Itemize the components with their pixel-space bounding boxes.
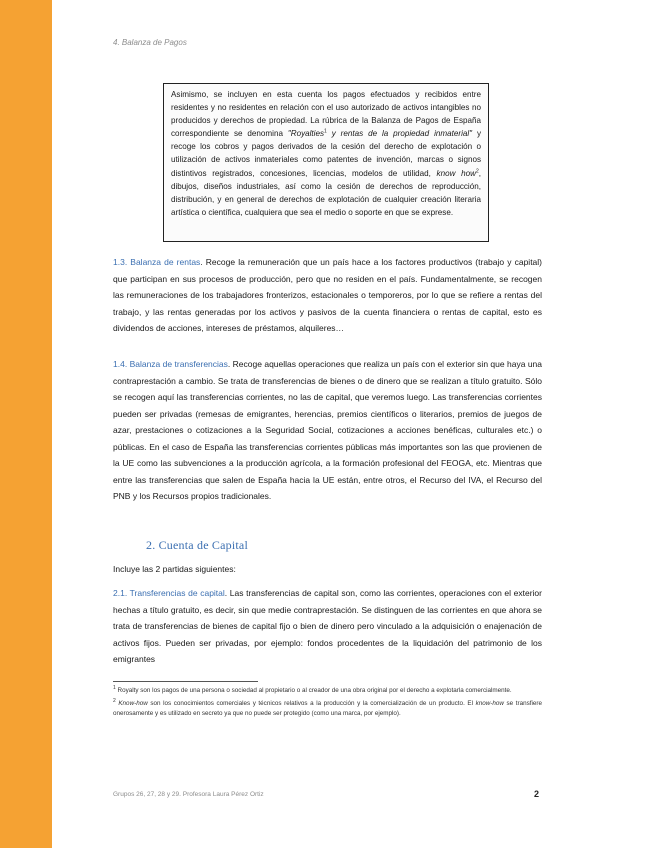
box-text-part: y recoge los cobros y pagos derivados de la cesión del derecho de explotación o utilización de activos inmateriales como patentes de invención, marcas o signos distintivos registrados, concesiones, licencias, modelos de utilidad,	[171, 129, 481, 178]
section-1-3-heading: 1.3. Balanza de rentas	[113, 257, 201, 267]
section-1-3-body: . Recoge la remuneración que un país hace a los factores productivos (trabajo y capital) que participan en sus procesos de producción, pero que no residen en el país. Fundamentalmente, se recogen las remuneraciones de los trabajadores fronterizos, estacionales o temporeros, por lo que se refiere a rentas del trabajo, y las rentas generadas por los activos y pasivos de la cuenta financiera o rentas de capital, esto es dividendos de acciones, intereses de préstamos, alquileres…	[113, 257, 542, 333]
box-italic-rentas: y rentas de la propiedad inmaterial"	[326, 129, 473, 139]
box-text-part: , dibujos, diseños industriales, así como la cesión de derechos de reproducción, distribución, y en general de derechos de explotación de cualquier creación literaria artística o científica, cualquiera que sea el medio o soporte en que se exprese.	[171, 168, 481, 217]
section-2-intro-text: Incluye las 2 partidas siguientes:	[113, 564, 236, 574]
section-2-1-paragraph	[113, 585, 542, 668]
orange-side-bar	[0, 0, 52, 848]
section-2-intro	[113, 561, 542, 578]
section-2-1	[113, 585, 542, 668]
section-2-title: 2. Cuenta de Capital	[146, 538, 248, 552]
footnote-2-text-2: se transfiere onerosamente y es utilizado en secreto ya que no puede ser protegido (como una marca, por ejemplo).	[113, 699, 542, 718]
footnote-separator	[113, 681, 258, 682]
royalties-box	[163, 83, 489, 242]
section-2-1-heading: 2.1. Transferencias de capital	[113, 588, 225, 598]
section-1-3-paragraph	[113, 254, 542, 337]
royalties-box-text	[171, 88, 481, 219]
footnote-ref-2: 2	[475, 167, 479, 174]
box-italic-know-how: know how	[436, 168, 476, 178]
footnote-1-mark: 1	[113, 684, 116, 691]
page-number: 2	[534, 789, 540, 799]
footnote-ref-1: 1	[324, 128, 327, 135]
box-italic-royalties: "Royalties	[287, 129, 325, 139]
footnote-1	[113, 686, 542, 697]
section-2-1-body: . Las transferencias de capital son, como las corrientes, operaciones con el exterior hechas a título gratuito, es decir, sin que medie contraprestación. Se distinguen de las corrientes en que ahora se trata de transferencias de bienes de capital fijo o bien de dinero pero vinculado a la adquisición o enajenación de activos fijos. Pueden ser privadas, por ejemplo: fondos procedentes de la liquidación del patrimonio de los emigrantes	[113, 588, 542, 664]
page-footer: Grupos 26, 27, 28 y 29. Profesora Laura Pérez Ortiz	[113, 791, 264, 798]
section-1-4	[113, 356, 542, 505]
footnote-1-text: Royalty son los pagos de una persona o sociedad al propietario o al creador de una obra original por el derecho a explotarla comercialmente.	[115, 687, 512, 694]
footnote-2-italic-2: know-how	[475, 699, 504, 707]
box-text-part: Asimismo, se incluyen en esta cuenta los pagos efectuados y recibidos entre residentes y no residentes en relación con el uso autorizado de activos intangibles no producidos y derechos de propiedad. La rúbrica de la Balanza de Pagos de España correspondiente se denomina	[171, 90, 481, 139]
section-1-4-body: . Recoge aquellas operaciones que realiza un país con el exterior sin que haya una contraprestación a cambio. Se trata de transferencias de bienes o de dinero que se realizan a título gratuito. Sólo se recogen aquí las transferencias corrientes, no las de capital, que veremos luego. Las transferencias corrientes pueden ser privadas (remesas de emigrantes, herencias, premios científicos o literarios, premios de juegos de azar, prestaciones o cotizaciones a la Seguridad Social, cotizaciones a acciones benéficas, culturales etc.) o públicas. En el caso de España las transferencias corrientes públicas más importantes son las que provienen de la UE como las subvenciones a la producción agrícola, a la formación profesional del FEOGA, etc. Mientras que entre las transferencias que salen de España hacia la UE están, entre otros, el Recurso del IVA, el Recurso del PNB y los Recursos propios tradicionales.	[113, 359, 543, 501]
footnote-2-italic: Know-how	[118, 699, 148, 707]
footnotes	[113, 686, 542, 722]
footnote-2-mark: 2	[113, 697, 116, 704]
footnote-2-text: son los conocimientos comerciales y técnicos relativos a la producción y la comercialización de un producto. El	[147, 699, 476, 707]
section-1-4-heading: 1.4. Balanza de transferencias	[113, 359, 228, 369]
section-1-3	[113, 254, 542, 337]
footnote-2	[113, 699, 542, 720]
running-header: 4. Balanza de Pagos	[113, 38, 187, 47]
section-1-4-paragraph	[113, 356, 542, 505]
